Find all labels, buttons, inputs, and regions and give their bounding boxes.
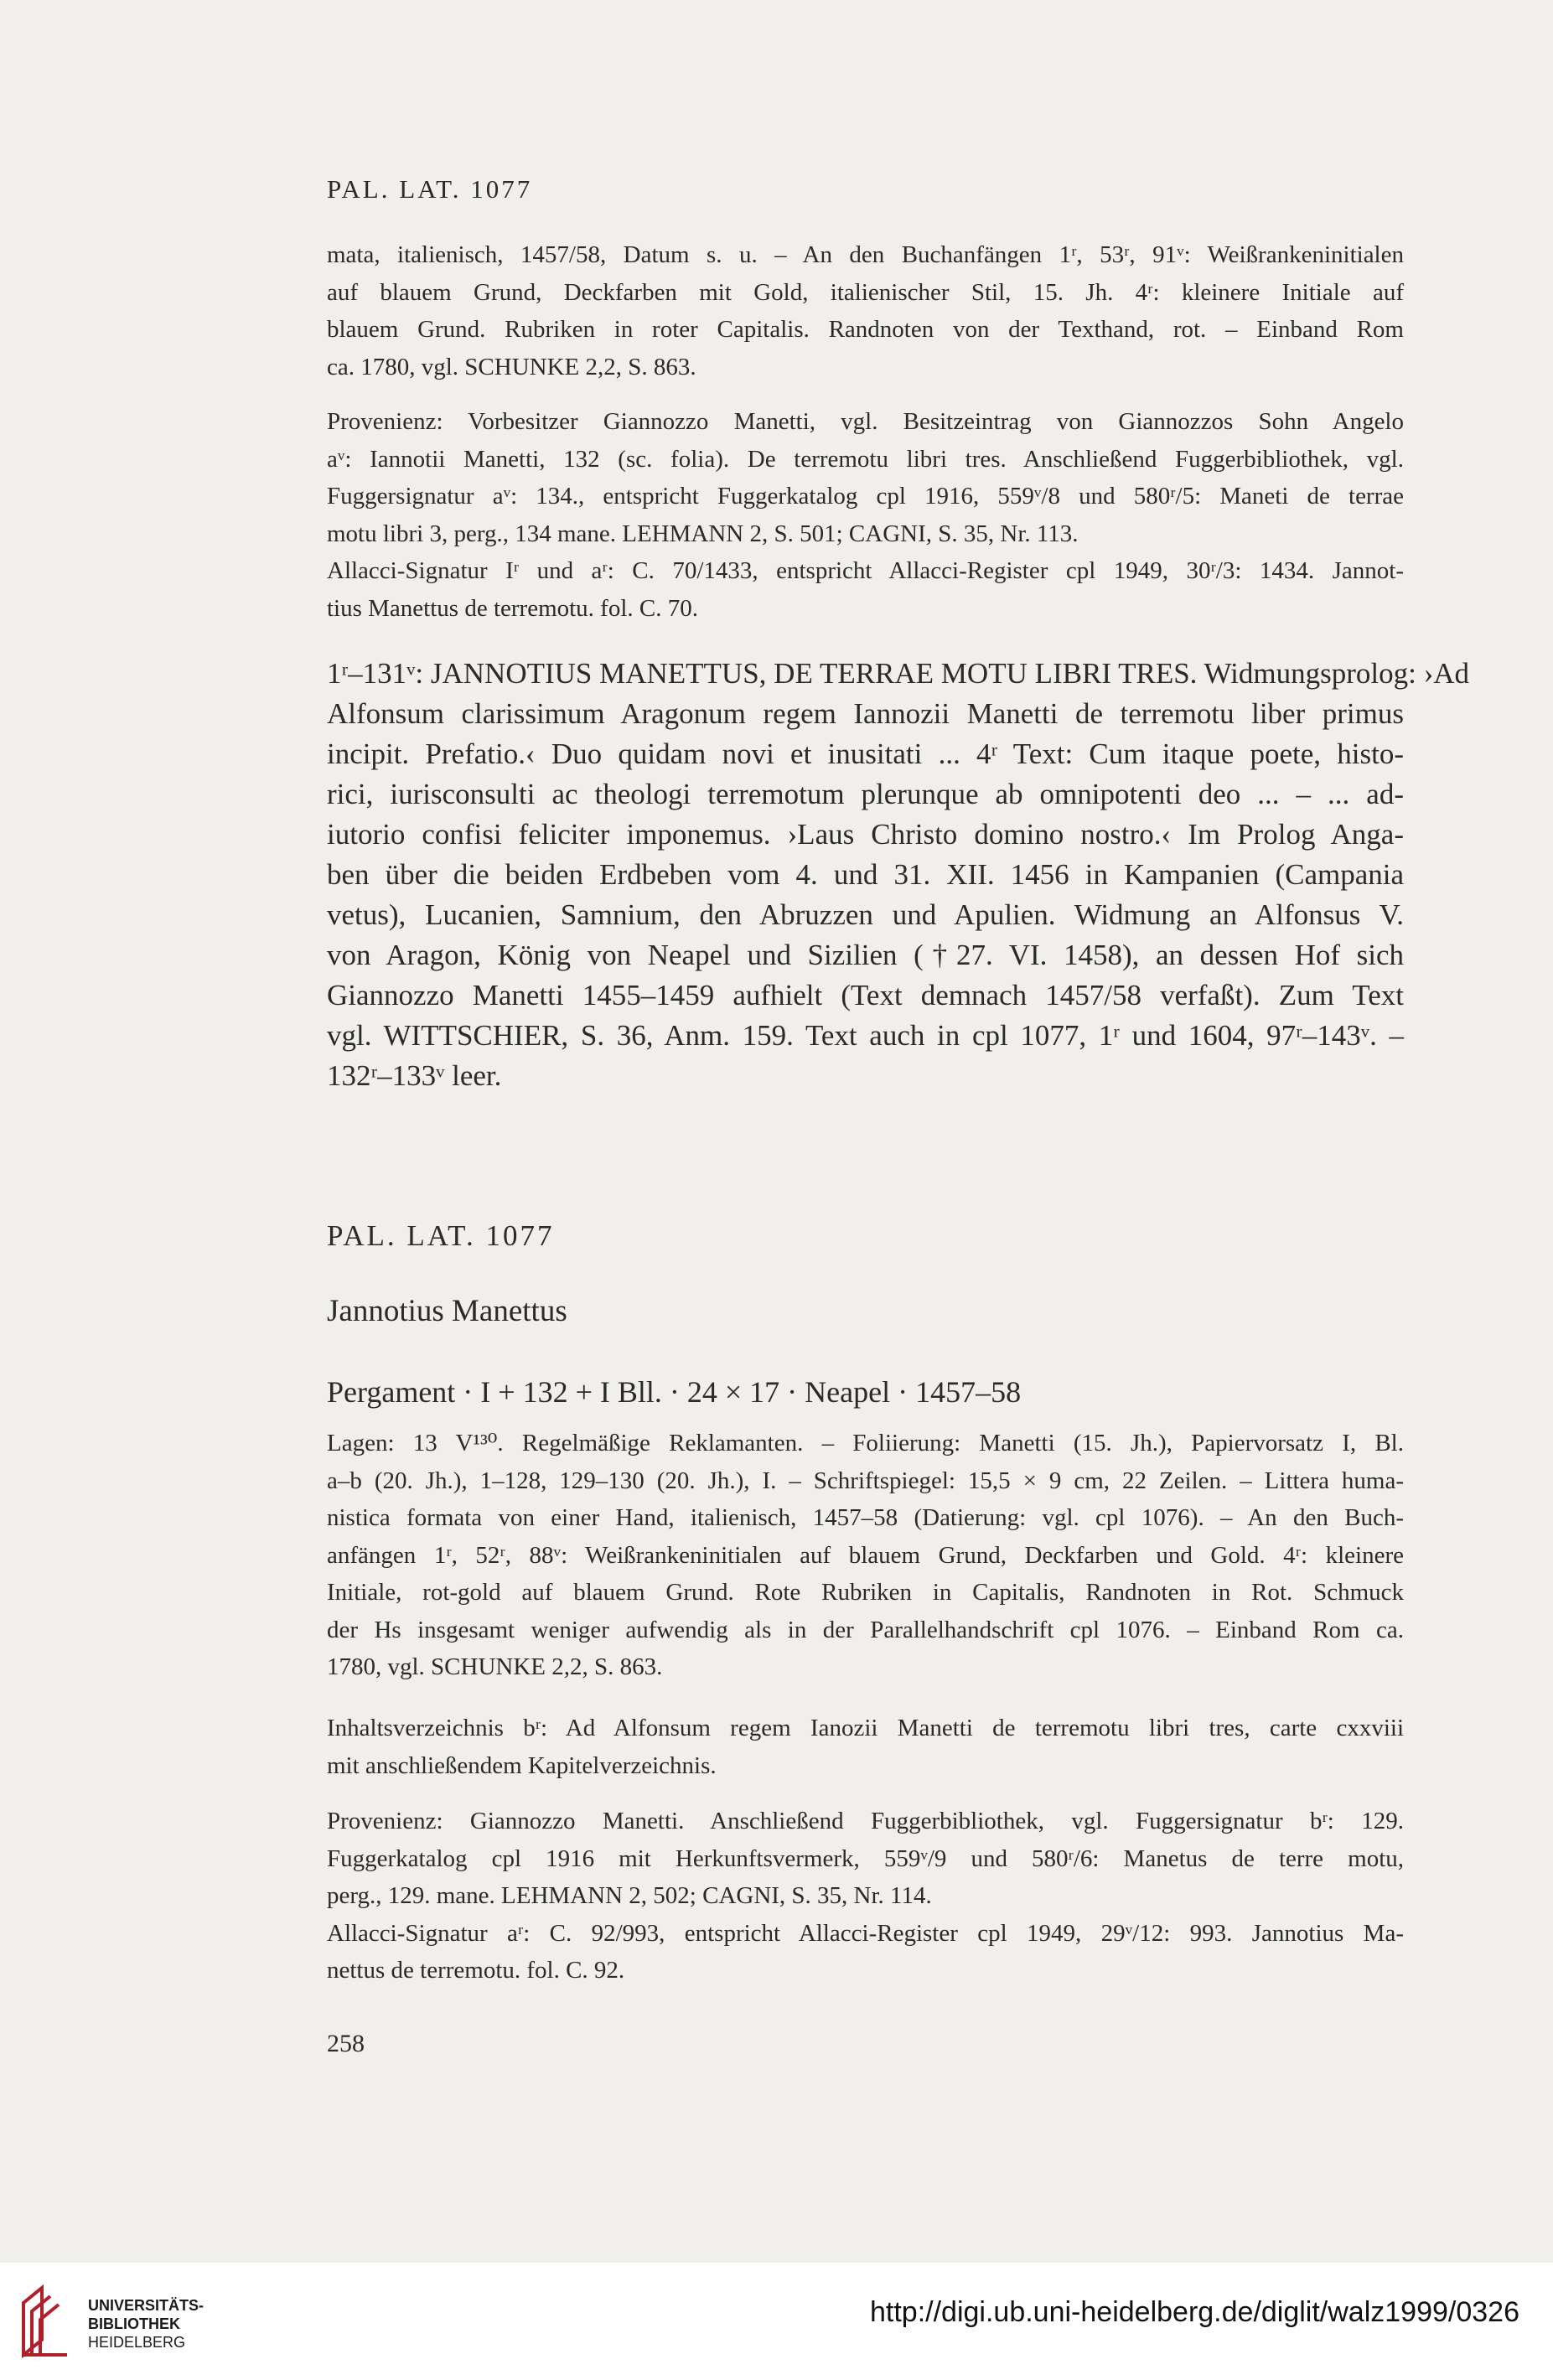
entry-shelfmark: PAL. LAT. 1077 (327, 1219, 555, 1252)
text-line: rici, iurisconsulti ac theologi terremotum plerunque ab omnipotenti deo ... – ... ad- (327, 778, 1404, 810)
text-line: Inhaltsverzeichnis bʳ: Ad Alfonsum regem Ianozii Manetti de terremotu libri tres, carte cxxviii (327, 1715, 1404, 1741)
text-line: blauem Grund. Rubriken in roter Capitalis. Randnoten von der Texthand, rot. – Einband Rom (327, 316, 1404, 343)
text-line: Provenienz: Giannozzo Manetti. Anschließend Fuggerbibliothek, vgl. Fuggersignatur bʳ: 129. (327, 1808, 1404, 1834)
text-line: perg., 129. mane. LEHMANN 2, 502; CAGNI, S. 35, Nr. 114. (327, 1882, 932, 1909)
library-name-line: HEIDELBERG (88, 2334, 186, 2351)
text-line: ca. 1780, vgl. SCHUNKE 2,2, S. 863. (327, 353, 696, 380)
text-line: Allacci-Signatur Iʳ und aʳ: C. 70/1433, entspricht Allacci-Register cpl 1949, 30ʳ/3: 1434. Jannot- (327, 557, 1404, 584)
text-line: ben über die beiden Erdbeben vom 4. und 31. XII. 1456 in Kampanien (Campania (327, 858, 1404, 891)
text-line: Fuggersignatur aᵛ: 134., entspricht Fuggerkatalog cpl 1916, 559ᵛ/8 und 580ʳ/5: Maneti de terrae (327, 483, 1404, 510)
library-name (88, 2296, 204, 2352)
text-line: vetus), Lucanien, Samnium, den Abruzzen und Apulien. Widmung an Alfonsus V. (327, 898, 1404, 931)
text-line: Allacci-Signatur aʳ: C. 92/993, entspricht Allacci-Register cpl 1949, 29ᵛ/12: 993. Jannotius Ma- (327, 1919, 1404, 1947)
text-line: aᵛ: Iannotii Manetti, 132 (sc. folia). De terremotu libri tres. Anschließend Fuggerbibliothek, vgl. (327, 445, 1404, 473)
text-line: Fuggerkatalog cpl 1916 mit Herkunftsvermerk, 559ᵛ/9 und 580ʳ/6: Manetus de terre motu, (327, 1844, 1404, 1872)
library-logo-icon (17, 2278, 75, 2362)
entry-author: Jannotius Manettus (327, 1294, 567, 1328)
text-line: mit anschließendem Kapitelverzeichnis. (327, 1751, 717, 1779)
source-url-link[interactable]: http://digi.ub.uni-heidelberg.de/diglit/walz1999/0326 (870, 2296, 1519, 2328)
prev-provenance (327, 403, 1404, 627)
text-line: vgl. WITTSCHIER, S. 36, Anm. 159. Text auch in cpl 1077, 1ʳ und 1604, 97ʳ–143ᵛ. – (327, 1019, 1404, 1052)
text-line: Initiale, rot-gold auf blauem Grund. Rote Rubriken in Capitalis, Randnoten in Rot. Schmuck (327, 1579, 1404, 1606)
text-line: 1780, vgl. SCHUNKE 2,2, S. 863. (327, 1653, 663, 1680)
text-line: motu libri 3, perg., 134 mane. LEHMANN 2, S. 501; CAGNI, S. 35, Nr. 113. (327, 520, 1079, 547)
entry-collation: Pergament · I + 132 + I Bll. · 24 × 17 · Neapel · 1457–58 (327, 1375, 1022, 1409)
text-line: nettus de terremotu. fol. C. 92. (327, 1957, 625, 1984)
text-line: tius Manettus de terremotu. fol. C. 70. (327, 594, 698, 622)
page-number: 258 (327, 2030, 365, 2057)
text-line: mata, italienisch, 1457/58, Datum s. u. – An den Buchanfängen 1ʳ, 53ʳ, 91ᵛ: Weißrankeninitialen (327, 241, 1404, 268)
text-line: incipit. Prefatio.‹ Duo quidam novi et inusitati ... 4ʳ Text: Cum itaque poete, histo- (327, 737, 1404, 770)
text-line: von Aragon, König von Neapel und Sizilien (†27. VI. 1458), an dessen Hof sich (327, 939, 1404, 971)
text-line: Lagen: 13 V¹³⁰. Regelmäßige Reklamanten. – Foliierung: Manetti (15. Jh.), Papiervorsatz I, Bl. (327, 1430, 1404, 1456)
prev-description (327, 236, 1404, 385)
library-name-line: UNIVERSITÄTS- (88, 2297, 204, 2314)
text-line: Alfonsum clarissimum Aragonum regem Iannozii Manetti de terremotu liber primus (327, 697, 1404, 730)
text-line: 1ʳ–131ᵛ: JANNOTIUS MANETTUS, DE TERRAE MOTU LIBRI TRES. Widmungsprolog: ›Ad (327, 657, 1470, 690)
text-line: Provenienz: Vorbesitzer Giannozzo Manetti, vgl. Besitzeintrag von Giannozzos Sohn Angelo (327, 408, 1404, 435)
library-name-line: BIBLIOTHEK (88, 2315, 180, 2332)
entry-index (327, 1710, 1404, 1784)
entry-provenance (327, 1803, 1404, 1989)
text-line: auf blauem Grund, Deckfarben mit Gold, italienischer Stil, 15. Jh. 4ʳ: kleinere Initiale auf (327, 278, 1404, 306)
text-line: iutorio confisi feliciter imponemus. ›Laus Christo domino nostro.‹ Im Prolog Anga- (327, 818, 1404, 851)
text-line: Giannozzo Manetti 1455–1459 aufhielt (Text demnach 1457/58 verfaßt). Zum Text (327, 979, 1404, 1012)
entry-description (327, 1425, 1404, 1686)
text-line: der Hs insgesamt weniger aufwendig als in der Parallelhandschrift cpl 1076. – Einband Rom ca. (327, 1616, 1404, 1643)
prev-contents (327, 654, 1470, 1096)
text-line: 132ʳ–133ᵛ leer. (327, 1059, 502, 1092)
text-line: nistica formata von einer Hand, italienisch, 1457–58 (Datierung: vgl. cpl 1076). – An den Buch- (327, 1504, 1404, 1531)
text-line: anfängen 1ʳ, 52ʳ, 88ᵛ: Weißrankeninitialen auf blauem Grund, Deckfarben und Gold. 4ʳ: kleinere (327, 1541, 1404, 1569)
running-title: PAL. LAT. 1077 (327, 174, 533, 204)
text-line: a–b (20. Jh.), 1–128, 129–130 (20. Jh.), I. – Schriftspiegel: 15,5 × 9 cm, 22 Zeilen. – Littera huma- (327, 1467, 1404, 1494)
